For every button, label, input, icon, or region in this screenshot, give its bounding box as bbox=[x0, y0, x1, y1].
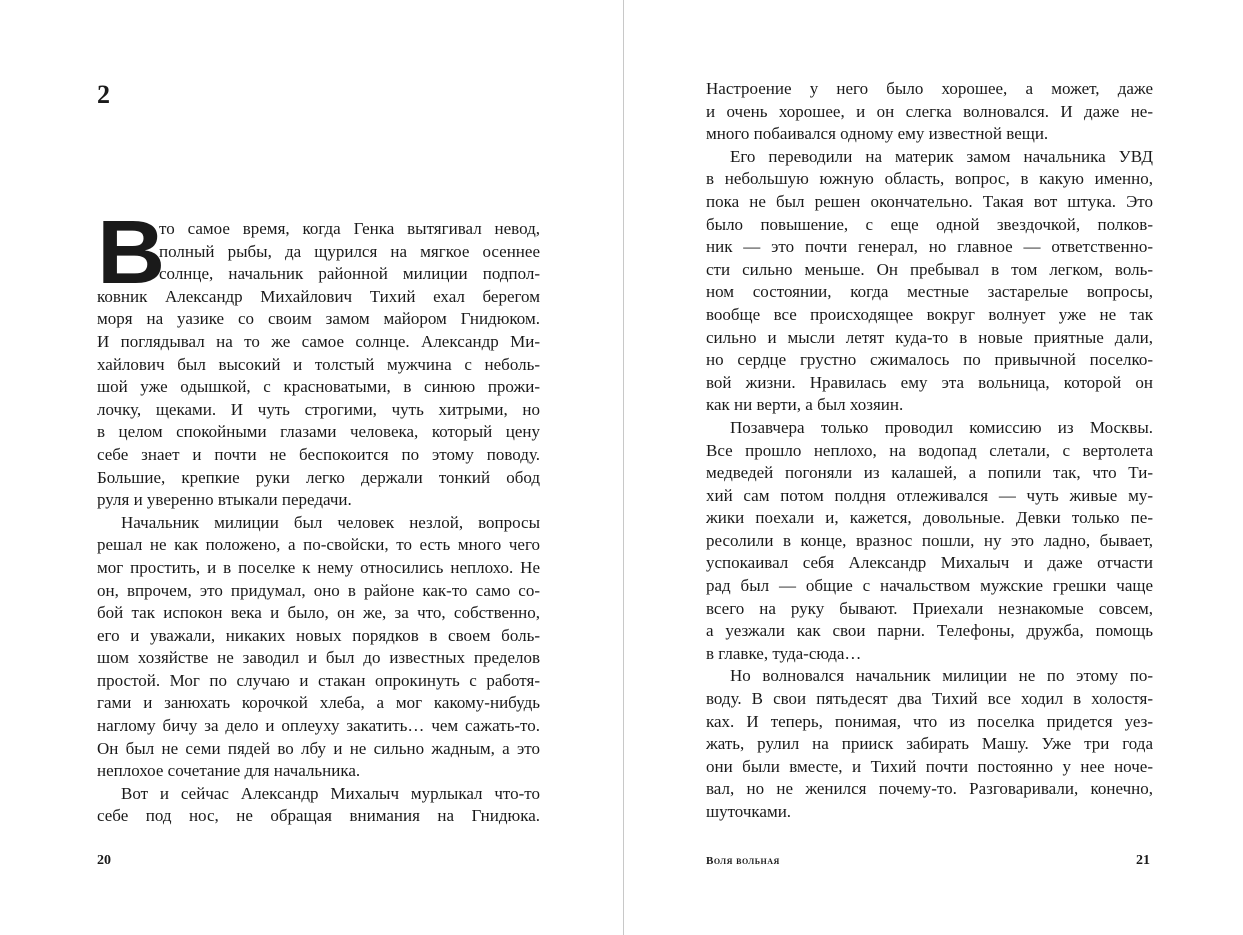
page-number-left: 20 bbox=[97, 853, 111, 868]
text-line: ках. И теперь, понимая, что из поселка придется уез- bbox=[706, 711, 1153, 731]
text-line: руля и уверенно втыкали передачи. bbox=[97, 490, 352, 510]
text-line: шом хозяйстве не заводил и был до известных пределов bbox=[97, 648, 540, 668]
right-page-text bbox=[706, 78, 1153, 824]
paragraph bbox=[706, 665, 1153, 823]
paragraph bbox=[97, 783, 540, 828]
text-line: Все прошло неплохо, на водопад слетали, с вертолета bbox=[706, 440, 1153, 460]
text-line: вой жизни. Нравилась ему эта вольница, которой он bbox=[706, 372, 1153, 392]
text-line: он, впрочем, это придумал, оно в районе как-то само со- bbox=[97, 580, 540, 600]
page-number-right: 21 bbox=[1136, 853, 1150, 868]
text-line: было повышение, с еще одной звездочкой, полков- bbox=[706, 214, 1153, 234]
text-line: воду. В свои пятьдесят два Тихий все ходил в холостя- bbox=[706, 689, 1153, 709]
left-page-text bbox=[97, 218, 540, 828]
text-line: и очень хорошее, и он слегка волновался. И даже не- bbox=[706, 101, 1153, 121]
running-head: Воля вольная bbox=[706, 855, 780, 867]
text-line: неплохое сочетание для начальника. bbox=[97, 761, 361, 781]
text-line: Его переводили на материк замом начальника УВД bbox=[730, 146, 1153, 166]
text-line: простой. Мог по случаю и стакан опрокинуть с работя- bbox=[97, 670, 540, 690]
text-line: хайлович был высокий и толстый мужчина с неболь- bbox=[97, 354, 540, 374]
text-line: Большие, крепкие руки легко держали тонкий обод bbox=[97, 467, 540, 487]
text-line: шой уже одышкой, с красноватыми, в синюю прожи- bbox=[97, 377, 540, 397]
text-line: бой так испокон века и было, он же, за что, собственно, bbox=[97, 603, 540, 623]
text-line: моря на уазике со своим замом майором Гнидюком. bbox=[97, 309, 540, 329]
text-line: ресолили в конце, вразнос пошли, ну это ладно, бывает, bbox=[706, 530, 1153, 550]
chapter-number: 2 bbox=[97, 80, 110, 109]
drop-cap: В bbox=[97, 203, 166, 303]
text-line: ковник Александр Михайлович Тихий ехал берегом bbox=[97, 286, 540, 306]
text-line: Начальник милиции был человек незлой, вопросы bbox=[121, 512, 540, 532]
text-line: медведей погоняли из калашей, а попили так, что Ти- bbox=[706, 463, 1153, 483]
text-line: то самое время, когда Генка вытягивал невод, bbox=[159, 219, 540, 238]
text-line: И поглядывал на то же самое солнце. Александр Ми- bbox=[97, 331, 540, 351]
text-line: рад был — общие с начальством мужские грешки чаще bbox=[706, 576, 1153, 596]
text-line: полный рыбы, да щурился на мягкое осеннее bbox=[159, 241, 540, 261]
text-line: себе знает и почти не беспокоится по этому поводу. bbox=[97, 444, 540, 464]
text-line: много побаивался одному ему известной вещи. bbox=[706, 124, 1049, 144]
text-line: в главке, туда-сюда… bbox=[706, 643, 862, 663]
text-line: наглому бичу за дело и оплеуху закатить… чем сажать-то. bbox=[97, 716, 540, 736]
text-line: как ни верти, а был хозяин. bbox=[706, 395, 904, 415]
paragraph bbox=[706, 78, 1153, 146]
text-line: гами и занюхать корочкой хлеба, а мог какому-нибудь bbox=[97, 693, 540, 713]
text-line: Вот и сейчас Александр Михалыч мурлыкал что-то bbox=[121, 783, 540, 803]
text-line: сильно и мысли летят куда-то в новые приятные дали, bbox=[706, 327, 1153, 347]
text-line: они были вместе, и Тихий почти постоянно у нее ноче- bbox=[706, 756, 1153, 776]
text-line: в небольшую южную область, вопрос, в какую именно, bbox=[706, 169, 1153, 189]
text-line: солнце, начальник районной милиции подпол- bbox=[159, 264, 540, 284]
text-line: в целом спокойными глазами человека, который цену bbox=[97, 422, 540, 442]
paragraph bbox=[706, 417, 1153, 666]
paragraph bbox=[97, 512, 540, 783]
text-line: пока не был решен окончательно. Такая вот штука. Это bbox=[706, 191, 1153, 211]
text-line: жики поехали и, кажется, довольные. Девки только пе- bbox=[706, 508, 1153, 528]
text-line: но сердце грустно сжималось по привычной поселко- bbox=[706, 350, 1153, 370]
text-line: мог простить, и в поселке к нему относились неплохо. Не bbox=[97, 557, 540, 577]
text-line: лочку, щеками. И чуть строгими, чуть хитрыми, но bbox=[97, 399, 540, 419]
paragraph bbox=[97, 218, 540, 512]
text-line: решал не как положено, а по-свойски, то есть много чего bbox=[97, 535, 540, 555]
text-line: ном состоянии, когда местные застарелые вопросы, bbox=[706, 282, 1153, 302]
text-line: Он был не семи пядей во лбу и не сильно жадным, а это bbox=[97, 738, 540, 758]
text-line: Но волновался начальник милиции не по этому по- bbox=[730, 666, 1153, 686]
text-line: себе под нос, не обращая внимания на Гнидюка. bbox=[97, 806, 540, 826]
text-line: его и уважали, никаких новых порядков в своем боль- bbox=[97, 625, 540, 645]
text-line: жать, рулил на прииск забирать Машу. Уже три года bbox=[706, 734, 1153, 754]
text-line: сти сильно меньше. Он пребывал в том легком, воль- bbox=[706, 259, 1153, 279]
text-line: вал, но не женился почему-то. Разговаривали, конечно, bbox=[706, 779, 1153, 799]
text-line: хий сам потом полдня отлеживался — чуть живые му- bbox=[706, 485, 1153, 505]
page-gutter-divider bbox=[623, 0, 624, 935]
text-line: Настроение у него было хорошее, а может, даже bbox=[706, 79, 1153, 98]
text-line: а уезжали как свои парни. Телефоны, дружба, помощь bbox=[706, 621, 1153, 641]
text-line: ник — это почти генерал, но главное — ответственно- bbox=[706, 237, 1153, 257]
paragraph bbox=[706, 146, 1153, 417]
text-line: Позавчера только проводил комиссию из Москвы. bbox=[730, 417, 1153, 437]
text-line: шуточками. bbox=[706, 802, 792, 821]
text-line: успокаивал себя Александр Михалыч и даже отчасти bbox=[706, 553, 1153, 573]
text-line: всего на руку бывают. Приехали незнакомые совсем, bbox=[706, 598, 1153, 618]
text-line: вообще все происходящее вокруг волнует уже не так bbox=[706, 304, 1153, 324]
